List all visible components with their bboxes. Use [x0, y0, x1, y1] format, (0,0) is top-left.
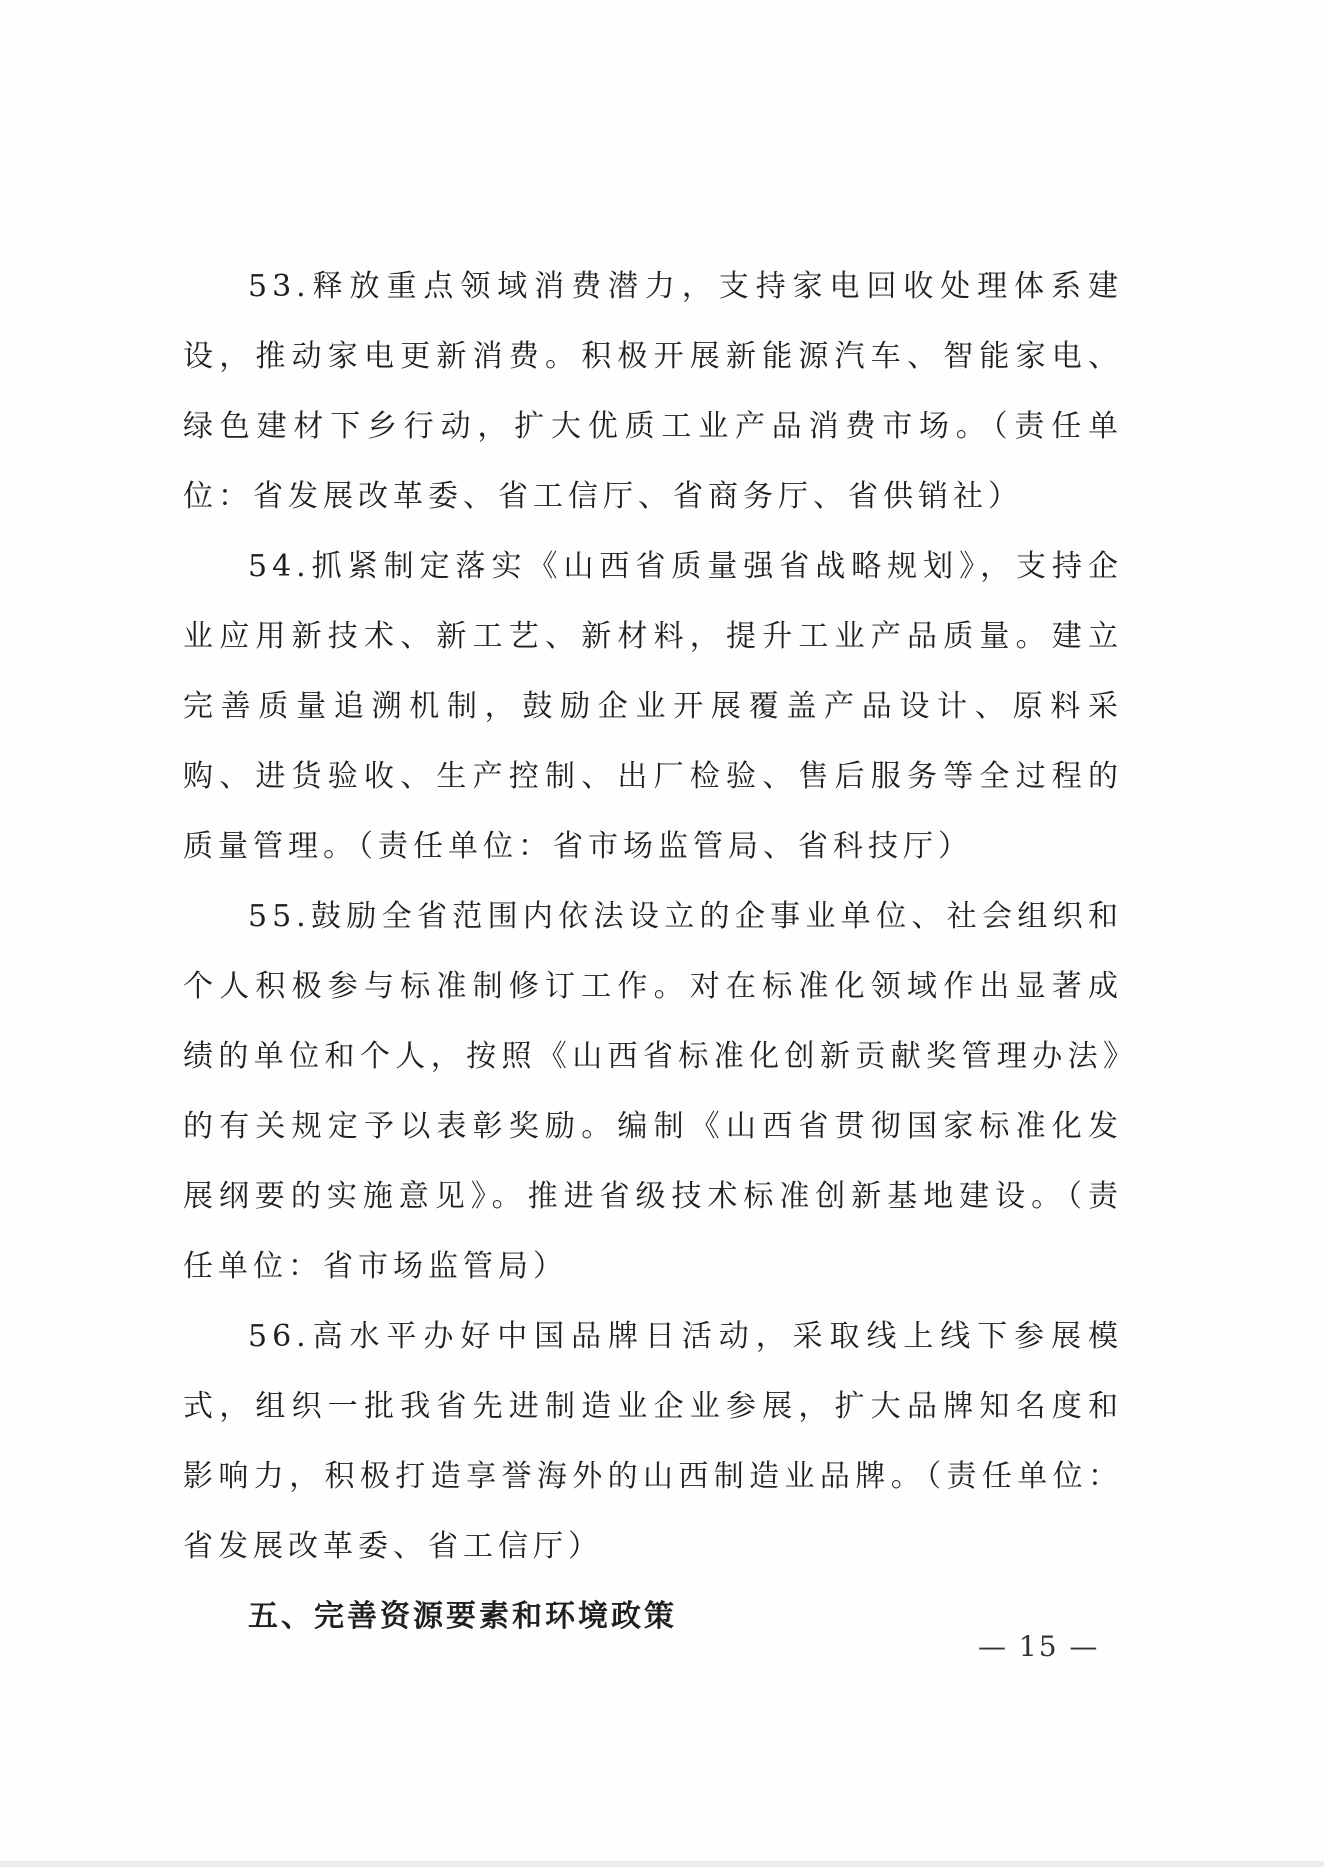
document-body: [183, 252, 1123, 1652]
paragraph-53: 53.释放重点领域消费潜力，支持家电回收处理体系建设，推动家电更新消费。积极开展新能源汽车、智能家电、绿色建材下乡行动，扩大优质工业产品消费市场。（责任单位：省发展改革委、省工信厅、省商务厅、省供销社）: [183, 269, 1123, 514]
paragraph-55: 55.鼓励全省范围内依法设立的企事业单位、社会组织和个人积极参与标准制修订工作。对在标准化领域作出显著成绩的单位和个人，按照《山西省标准化创新贡献奖管理办法》的有关规定予以表彰奖励。编制《山西省贯彻国家标准化发展纲要的实施意见》。推进省级技术标准创新基地建设。（责任单位：省市场监管局）: [183, 899, 1123, 1284]
paragraph-56: 56.高水平办好中国品牌日活动，采取线上线下参展模式，组织一批我省先进制造业企业参展，扩大品牌知名度和影响力，积极打造享誉海外的山西制造业品牌。（责任单位：省发展改革委、省工信厅）: [183, 1319, 1123, 1564]
scan-edge-divider: [0, 1861, 1324, 1867]
page-number: — 15 —: [978, 1630, 1100, 1663]
paragraph-54: 54.抓紧制定落实《山西省质量强省战略规划》，支持企业应用新技术、新工艺、新材料，提升工业产品质量。建立完善质量追溯机制，鼓励企业开展覆盖产品设计、原料采购、进货验收、生产控制、出厂检验、售后服务等全过程的质量管理。（责任单位：省市场监管局、省科技厅）: [183, 549, 1123, 864]
section-heading: 五、完善资源要素和环境政策: [248, 1599, 677, 1634]
